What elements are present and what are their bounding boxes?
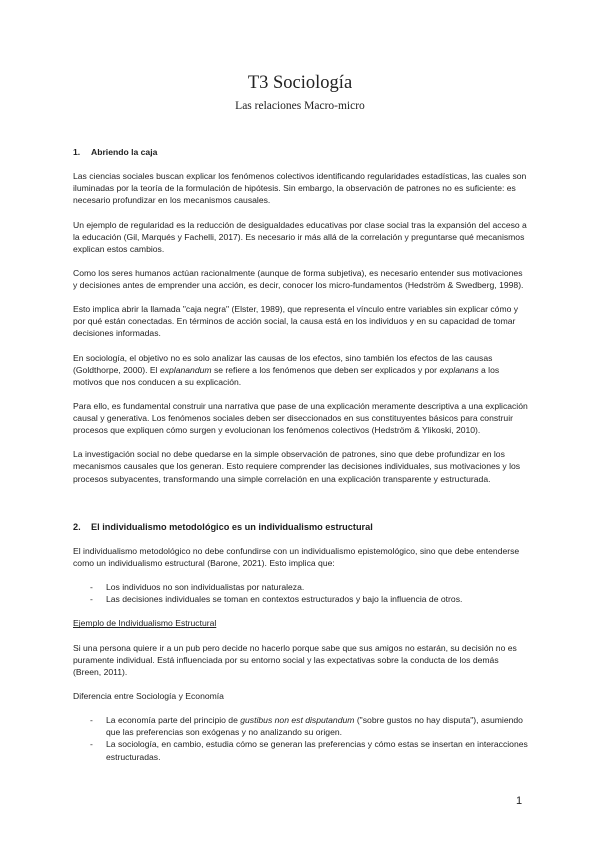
section-2-paragraph-1: El individualismo metodológico no debe confundirse con un individualismo epistemológico, sino que debe entenderse como un individualismo estructural (Barone, 2021). Esto implica que: xyxy=(73,545,520,568)
diff-b1-text-a: La economía parte del principio de xyxy=(106,715,241,726)
section-1-title: Abriendo la caja xyxy=(91,147,158,157)
p5-explanandum: explanandum xyxy=(159,364,212,375)
section-2-title: El individualismo metodológico es un individualismo estructural xyxy=(91,521,373,532)
section-1-paragraph-6: Para ello, es fundamental construir una narrativa que pase de una explicación meramente descriptiva a una explicación causal y generativa. Los fenómenos sociales deben ser diseccionados en sus constituyentes básicos para construir procesos que expliquen cómo surgen y evolucionan los fenómenos colectivos (Hedström & Ylikoski, 2010). xyxy=(73,400,528,436)
section-1-paragraph-3: Como los seres humanos actúan racionalmente (aunque de forma subjetiva), es necesario entender sus motivaciones y decisiones antes de emprender una acción, es decir, conocer los micro-fundamentos (Hedström & Swedberg, 1998). xyxy=(73,267,524,291)
document-subtitle: Las relaciones Macro-micro xyxy=(235,100,365,112)
example-paragraph: Si una persona quiere ir a un pub pero decide no hacerlo porque sabe que sus amigos no estarán, su decisión no es puramente individual. Está influenciada por su entorno social y las expectativas sobre la conducta de los demás (Breen, 2011). xyxy=(73,642,517,677)
section-1-paragraph-4: Esto implica abrir la llamada "caja negra" (Elster, 1989), que representa el vínculo entre variables sin explicar cómo y por qué están conectadas. En términos de acción social, la causa está en los individuos y en su capacidad de tomar decisiones informadas. xyxy=(73,304,519,339)
section-1-paragraph-2: Un ejemplo de regularidad es la reducción de desigualdades educativas por clase social tras la expansión del acceso a la educación (Gil, Marqués y Fachelli, 2017). Es necesario ir más allá de la correlación y preguntarse qué mecanismos explican estos cambios. xyxy=(73,219,527,254)
example-heading: Ejemplo de Individualismo Estructural xyxy=(73,618,217,629)
section-2-bullet-list xyxy=(73,581,529,605)
list-item: - Los individuos no son individualistas por naturaleza. xyxy=(73,581,529,593)
section-1-number: 1. xyxy=(73,147,81,157)
section-2-number: 2. xyxy=(73,521,81,532)
p5-explanans: explanans xyxy=(439,364,479,375)
section-spacer xyxy=(73,497,529,521)
p5-text-a: En sociología, el objetivo no es solo analizar las causas de los efectos, sino también los efectos de las causas (Goldthorpe, 2000). El xyxy=(73,352,493,375)
list-item: - La sociología, en cambio, estudia cómo se generan las preferencias y cómo estas se insertan en interacciones estructuradas. xyxy=(73,738,529,762)
p5-text-c: se refiere a los fenómenos que deben ser explicados y por xyxy=(211,364,440,375)
section-1-paragraph-1: Las ciencias sociales buscan explicar los fenómenos colectivos identificando regularidades estadísticas, las cuales son iluminadas por la teoría de la formulación de hipótesis. Sin embargo, la observación de patrones no es suficiente: es necesario profundizar en los mecanismos causales. xyxy=(73,171,527,206)
list-item xyxy=(73,714,529,738)
section-1-paragraph-7: La investigación social no debe quedarse en la simple observación de patrones, sino que debe profundizar en los mecanismos causales que los generan. Esto requiere comprender las decisiones individuales, sus motivaciones y los procesos subyacentes, transformando una simple correlación en una explicación transparente y estructurada. xyxy=(73,449,521,484)
difference-bullet-list xyxy=(73,714,529,762)
list-item: - Las decisiones individuales se toman en contextos estructurados y bajo la influencia de otros. xyxy=(73,593,529,605)
section-2-heading xyxy=(73,521,529,533)
section-1-paragraph-5 xyxy=(73,352,529,388)
page-number: 1 xyxy=(516,795,523,807)
p5-text-e: a los motivos que nos conducen a su explicación. xyxy=(73,364,500,387)
section-1-heading xyxy=(73,146,529,158)
difference-heading: Diferencia entre Sociología y Economía xyxy=(73,691,224,702)
document-body xyxy=(73,146,529,775)
document-title: T3 Sociología xyxy=(247,73,353,93)
diff-b1-latin: gustibus non est disputandum xyxy=(240,715,355,726)
diff-b1-text-c: ("sobre gustos no hay disputa"), asumiendo que las preferencias son exógenas y no analizando su origen. xyxy=(106,715,523,738)
